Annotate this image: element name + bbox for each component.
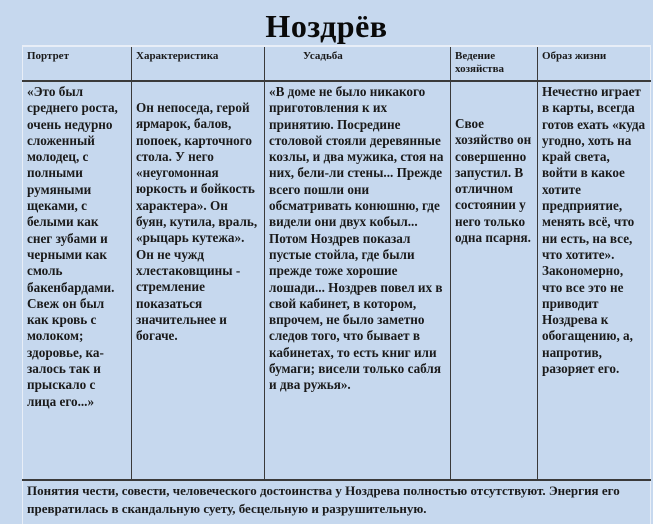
page-title: Ноздрёв — [265, 8, 388, 44]
header-characteristic: Характеристика — [132, 46, 265, 81]
nozdrev-table — [22, 45, 651, 524]
summary-row — [23, 480, 651, 524]
cell-portrait: «Это был среднего роста, очень недурно сложенный молодец, с полными румяными щеками, с белыми как снег зубами и черными как смоль бакенбардами. Свеж он был как кровь с молоком; здоровье, ка-залось так и прыскало с лица его...» — [23, 81, 132, 480]
header-portrait: Портрет — [23, 46, 132, 81]
cell-estate: «В доме не было никакого приготовления к их принятию. Посредине столовой стояли деревянные козлы, и два мужика, стоя на них, бели-ли стены... Прежде всего пошли они обсматривать конюшню, где видели они двух кобыл... Потом Ноздрев показал пустые стойла, где были прежде тоже хорошие лошади... Ноздрев повел их в свой кабинет, в котором, впрочем, не было заметно следов того, что бывает в кабинетах, то есть книг или бумаги; висели только сабля и два ружья». — [265, 81, 451, 480]
header-lifestyle: Образ жизни — [538, 46, 651, 81]
content-row — [23, 81, 651, 480]
header-estate: Усадьба — [265, 46, 451, 81]
cell-household: Свое хозяйство он совершенно запустил. В отличном состоянии у него только одна псарня. — [451, 81, 538, 480]
cell-characteristic: Он непоседа, герой ярмарок, балов, попоек, карточного стола. У него «неугомонная юркость и бойкость характера». Он буян, кутила, враль, «рыцарь кутежа». Он не чужд хлестаковщины - стремление показаться значительнее и богаче. — [132, 81, 265, 480]
header-household: Ведение хозяйства — [451, 46, 538, 81]
header-row — [23, 46, 651, 81]
summary-text: Понятия чести, совести, человеческого достоинства у Ноздрева полностью отсутствуют. Энергия его превратилась в скандальную суету, бесцельную и разрушительную. — [23, 480, 651, 524]
cell-lifestyle: Нечестно играет в карты, всегда готов ехать «куда угодно, хоть на край света, войти в какое хотите предприятие, менять всё, что ни есть, на все, что хотите». Закономерно, что все это не приводит Ноздрева к обогащению, а, напротив, разоряет его. — [538, 81, 651, 480]
